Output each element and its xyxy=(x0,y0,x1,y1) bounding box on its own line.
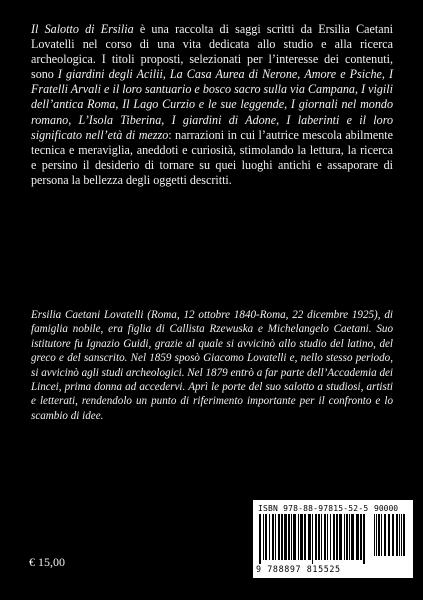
barcode-bar xyxy=(327,514,328,560)
blurb-text-segment: : narrazioni in cui l’autrice mescola abilmente tecnica e meraviglia, aneddoti e curiosità, stimolando la lettura, la ricerca e persino il desiderio di tornare su quei luoghi antichi e assaporare di persona la bellezza degli oggetti descritti. xyxy=(31,127,393,187)
addon-bar xyxy=(403,514,405,556)
price-addon-code: 90000 xyxy=(374,504,399,513)
barcode-bar xyxy=(360,514,362,560)
blurb-text-segment: , xyxy=(297,67,305,82)
barcode-bar xyxy=(356,514,359,560)
cover-blurb xyxy=(31,22,393,188)
addon-bar xyxy=(384,514,386,556)
blurb-text-segment: , xyxy=(68,112,79,127)
isbn-number: ISBN 978-88-97815-52-5 xyxy=(258,504,369,513)
barcode-bar xyxy=(339,514,342,560)
blurb-text-segment: è una raccolta di saggi scritti da Ersilia Caetani Lovatelli nel corso di una vita dedicata allo studio e alla ricerca archeologica. I titoli proposti, selezionati per l’interesse dei contenuti, sono xyxy=(31,22,394,82)
barcode-bar xyxy=(346,514,348,560)
barcode-bar xyxy=(304,514,306,560)
barcode-bar xyxy=(351,514,354,560)
blurb-title-segment: La Casa Aurea di Nerone xyxy=(169,67,298,82)
barcode-bar xyxy=(281,514,283,560)
blurb-text-segment: , xyxy=(161,112,172,127)
addon-bar xyxy=(399,514,400,556)
barcode-bar xyxy=(333,514,335,560)
barcode-bar xyxy=(284,514,287,560)
blurb-title-segment: Il Salotto di Ersilia xyxy=(31,22,134,36)
barcode-bar xyxy=(336,514,338,560)
isbn-barcode xyxy=(253,500,413,578)
blurb-title-segment: I Fratelli Arvali e il loro santuario e bosco sacro sulla via Campana xyxy=(31,67,394,97)
barcode-bar xyxy=(363,514,365,564)
barcode-bar xyxy=(308,514,311,560)
blurb-title-segment: I giornali nel mondo romano xyxy=(31,97,393,127)
barcode-bar xyxy=(298,514,299,560)
barcode-bar xyxy=(312,514,313,564)
barcode-bar xyxy=(275,514,276,560)
addon-bar xyxy=(381,514,382,556)
barcode-bar xyxy=(293,514,296,560)
blurb-text-segment: , xyxy=(381,67,389,82)
blurb-title-segment: Il Lago Curzio e le sue leggende xyxy=(122,97,285,112)
blurb-title-segment: L’Isola Tiberina xyxy=(78,112,162,127)
barcode-bar xyxy=(291,514,292,560)
barcode-bar xyxy=(324,514,326,560)
blurb-text-segment: , xyxy=(276,112,287,127)
addon-bar xyxy=(376,514,377,556)
blurb-title-segment: I vigili dell’antica Roma xyxy=(31,82,393,112)
addon-bar xyxy=(392,514,394,556)
blurb-text-segment: , xyxy=(284,97,291,112)
barcode-bar xyxy=(349,514,350,560)
addon-bar xyxy=(378,514,380,556)
barcode-bar xyxy=(321,514,322,560)
barcode-bar xyxy=(315,514,317,560)
blurb-title-segment: I laberinti e il loro significato nell’età di mezzo xyxy=(31,112,394,142)
addon-bar xyxy=(396,514,398,556)
barcode-bar xyxy=(278,514,280,560)
blurb-text-segment: , xyxy=(162,67,170,82)
barcode-bar xyxy=(259,514,261,564)
addon-bar xyxy=(388,514,390,556)
blurb-title-segment: I giardini di Adone xyxy=(171,112,277,127)
barcode-bar xyxy=(300,514,303,560)
author-biography: Ersilia Caetani Lovatelli (Roma, 12 ottobre 1840-Roma, 22 dicembre 1925), di famiglia nobile, era figlia di Callista Rzewuska e Michelangelo Caetani. Suo istitutore fu Ignazio Guidi, grazie al quale si avvicinò allo studio del latino, del greco e del sanscrito. Nel 1859 sposò Giacomo Lovatelli e, nello stesso periodo, si avvicinò agli studi archeologici. Nel 1879 entrò a far parte dell’Accademia dei Lincei, prima donna ad accedervi. Aprì le porte del suo salotto a studiosi, artisti e letterati, rendendolo un punto di riferimento importante per il confronto e lo scambio di idee. xyxy=(31,309,393,422)
barcode-bar xyxy=(330,514,331,560)
barcode-bar xyxy=(272,514,274,560)
blurb-title-segment: I giardini degli Acilii xyxy=(57,67,163,82)
ean-digits: 9 788897 815525 xyxy=(256,564,341,574)
blurb-text-segment: , xyxy=(115,97,123,112)
barcode-bar xyxy=(265,514,267,560)
barcode-bar xyxy=(318,514,320,560)
addon-bar xyxy=(401,514,402,556)
barcode-bar xyxy=(263,514,264,560)
barcode-bar xyxy=(288,514,290,560)
blurb-text-segment: , xyxy=(354,82,362,97)
barcode-bars xyxy=(257,514,409,564)
blurb-title-segment: Amore e Psiche xyxy=(304,67,382,82)
price-label: € 15,00 xyxy=(29,555,65,569)
addon-bar xyxy=(374,514,375,556)
barcode-bar xyxy=(269,514,270,560)
barcode-bar xyxy=(344,514,345,560)
